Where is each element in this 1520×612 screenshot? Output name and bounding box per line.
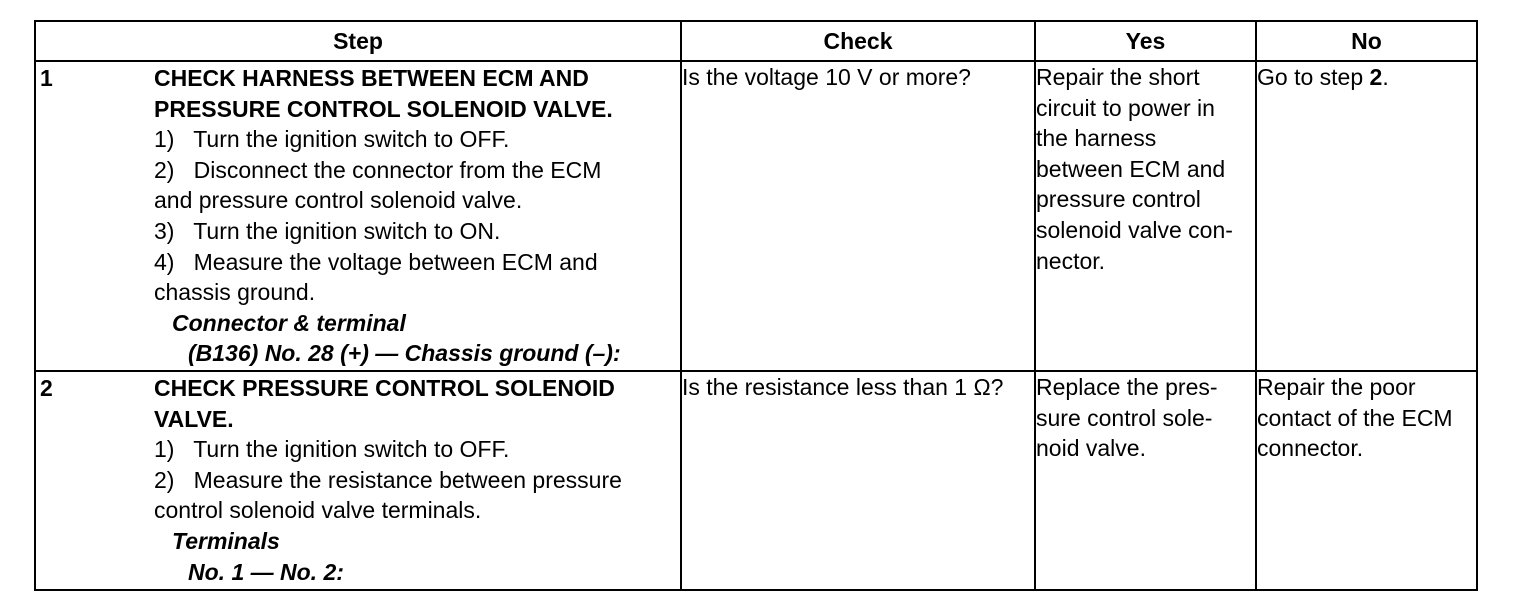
yes-line: Replace the pres- bbox=[1036, 374, 1218, 400]
yes-line: sure control sole- bbox=[1036, 404, 1213, 431]
check-question: Is the resistance less than 1 Ω? bbox=[682, 374, 1004, 400]
spec-label: Connector & terminal bbox=[172, 309, 406, 336]
header-check: Check bbox=[681, 21, 1035, 61]
spec-value: No. 1 — No. 2: bbox=[188, 558, 344, 585]
step-title: CHECK PRESSURE CONTROL SOLENOID bbox=[154, 375, 615, 401]
table-row bbox=[35, 61, 1477, 371]
yes-line: solenoid valve con- bbox=[1036, 216, 1233, 243]
yes-line: Repair the short bbox=[1036, 64, 1200, 90]
no-cell bbox=[1256, 61, 1477, 371]
table-row bbox=[35, 371, 1477, 590]
step-title: CHECK HARNESS BETWEEN ECM AND bbox=[154, 65, 589, 91]
step-cell bbox=[35, 61, 681, 371]
no-line: Repair the poor bbox=[1257, 374, 1416, 400]
no-cell bbox=[1256, 371, 1477, 590]
step-instruction: and pressure control solenoid valve. bbox=[154, 187, 523, 214]
yes-line: the harness bbox=[1036, 125, 1157, 152]
yes-line: noid valve. bbox=[1036, 435, 1146, 462]
spec-value: (B136) No. 28 (+) — Chassis ground (–): bbox=[188, 340, 621, 367]
step-instruction: 1) Turn the ignition switch to OFF. bbox=[154, 436, 510, 463]
step-cell bbox=[35, 371, 681, 590]
step-instruction: 3) Turn the ignition switch to ON. bbox=[154, 217, 501, 244]
header-yes: Yes bbox=[1035, 21, 1256, 61]
step-title: VALVE. bbox=[154, 405, 234, 432]
yes-cell bbox=[1035, 61, 1256, 371]
yes-line: between ECM and bbox=[1036, 155, 1226, 182]
step-instruction: control solenoid valve terminals. bbox=[154, 497, 482, 524]
diagnostic-table bbox=[34, 20, 1478, 591]
step-number: 1 bbox=[40, 65, 53, 91]
yes-cell bbox=[1035, 371, 1256, 590]
no-step-ref: 2 bbox=[1369, 64, 1383, 90]
header-row bbox=[35, 21, 1477, 61]
yes-line: nector. bbox=[1036, 247, 1106, 274]
check-question: Is the voltage 10 V or more? bbox=[682, 64, 971, 90]
yes-line: circuit to power in bbox=[1036, 94, 1215, 121]
yes-line: pressure control bbox=[1036, 186, 1201, 213]
no-line: contact of the ECM bbox=[1257, 404, 1453, 431]
check-cell bbox=[681, 61, 1035, 371]
step-instruction: chassis ground. bbox=[154, 279, 316, 306]
no-prefix: Go to step bbox=[1257, 64, 1370, 90]
step-instruction: 4) Measure the voltage between ECM and bbox=[154, 248, 598, 275]
no-line: connector. bbox=[1257, 435, 1364, 462]
spec-label: Terminals bbox=[172, 527, 280, 554]
no-suffix: . bbox=[1382, 64, 1389, 90]
header-no: No bbox=[1256, 21, 1477, 61]
step-instruction: 2) Measure the resistance between pressure bbox=[154, 466, 622, 493]
step-number: 2 bbox=[40, 375, 53, 401]
header-step: Step bbox=[35, 21, 681, 61]
step-instruction: 2) Disconnect the connector from the ECM bbox=[154, 156, 602, 183]
no-text bbox=[1257, 62, 1476, 93]
step-instruction: 1) Turn the ignition switch to OFF. bbox=[154, 126, 510, 153]
check-cell bbox=[681, 371, 1035, 590]
step-title: PRESSURE CONTROL SOLENOID VALVE. bbox=[154, 95, 613, 122]
